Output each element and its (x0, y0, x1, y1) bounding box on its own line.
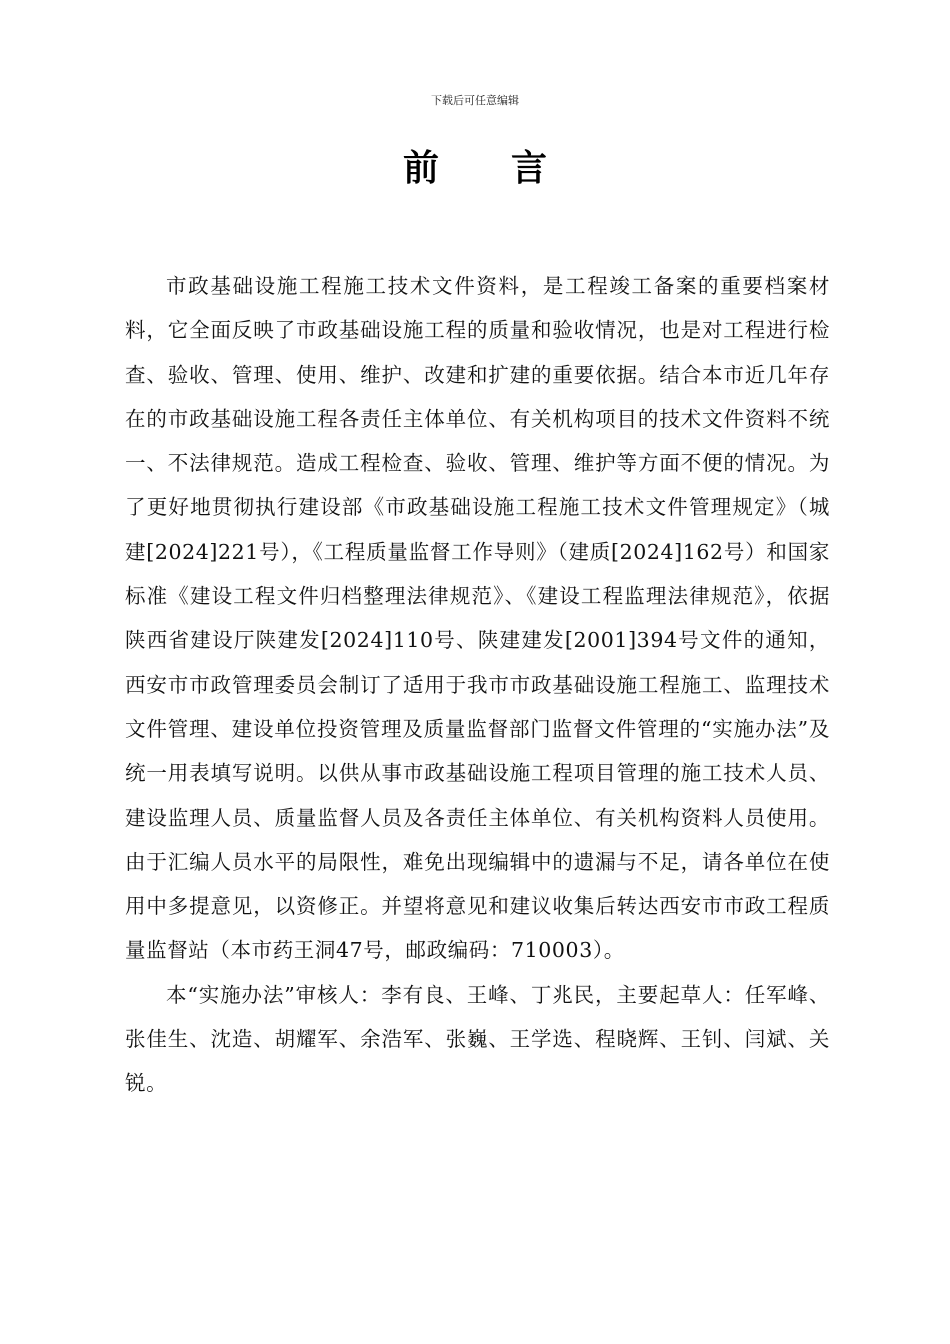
page-title: 前言 (402, 148, 619, 189)
paragraph-preface: 市政基础设施工程施工技术文件资料，是工程竣工备案的重要档案材料，它全面反映了市政基础设施工程的质量和验收情况，也是对工程进行检查、验收、管理、使用、维护、改建和扩建的重要依据。结合本市近几年存在的市政基础设施工程各责任主体单位、有关机构项目的技术文件资料不统一、不法律规范。造成工程检查、验收、管理、维护等方面不便的情况。为了更好地贯彻执行建设部《市政基础设施工程施工技术文件管理规定》（城建[2024]221号），《工程质量监督工作导则》（建质[2024]162号）和国家标准《建设工程文件归档整理法律规范》、《建设工程监理法律规范》，依据陕西省建设厅陕建发[2024]110号、陕建建发[2001]394号文件的通知，西安市市政管理委员会制订了适用于我市市政基础设施工程施工、监理技术文件管理、建设单位投资管理及质量监督部门监督文件管理的“实施办法”及统一用表填写说明。以供从事市政基础设施工程项目管理的施工技术人员、建设监理人员、质量监督人员及各责任主体单位、有关机构资料人员使用。由于汇编人员水平的局限性，难免出现编辑中的遗漏与不足，请各单位在使用中多提意见，以资修正。并望将意见和建议收集后转达西安市市政工程质量监督站（本市药王洞47号，邮政编码：710003）。 (125, 274, 830, 963)
header-note: 下载后可任意编辑 (431, 94, 519, 107)
paragraph-credits: 本“实施办法”审核人：李有良、王峰、丁兆民，主要起草人：任军峰、张佳生、沈造、胡耀军、余浩军、张巍、王学选、程晓辉、王钊、闫斌、关锐。 (125, 982, 830, 1096)
body-text (125, 264, 830, 1106)
